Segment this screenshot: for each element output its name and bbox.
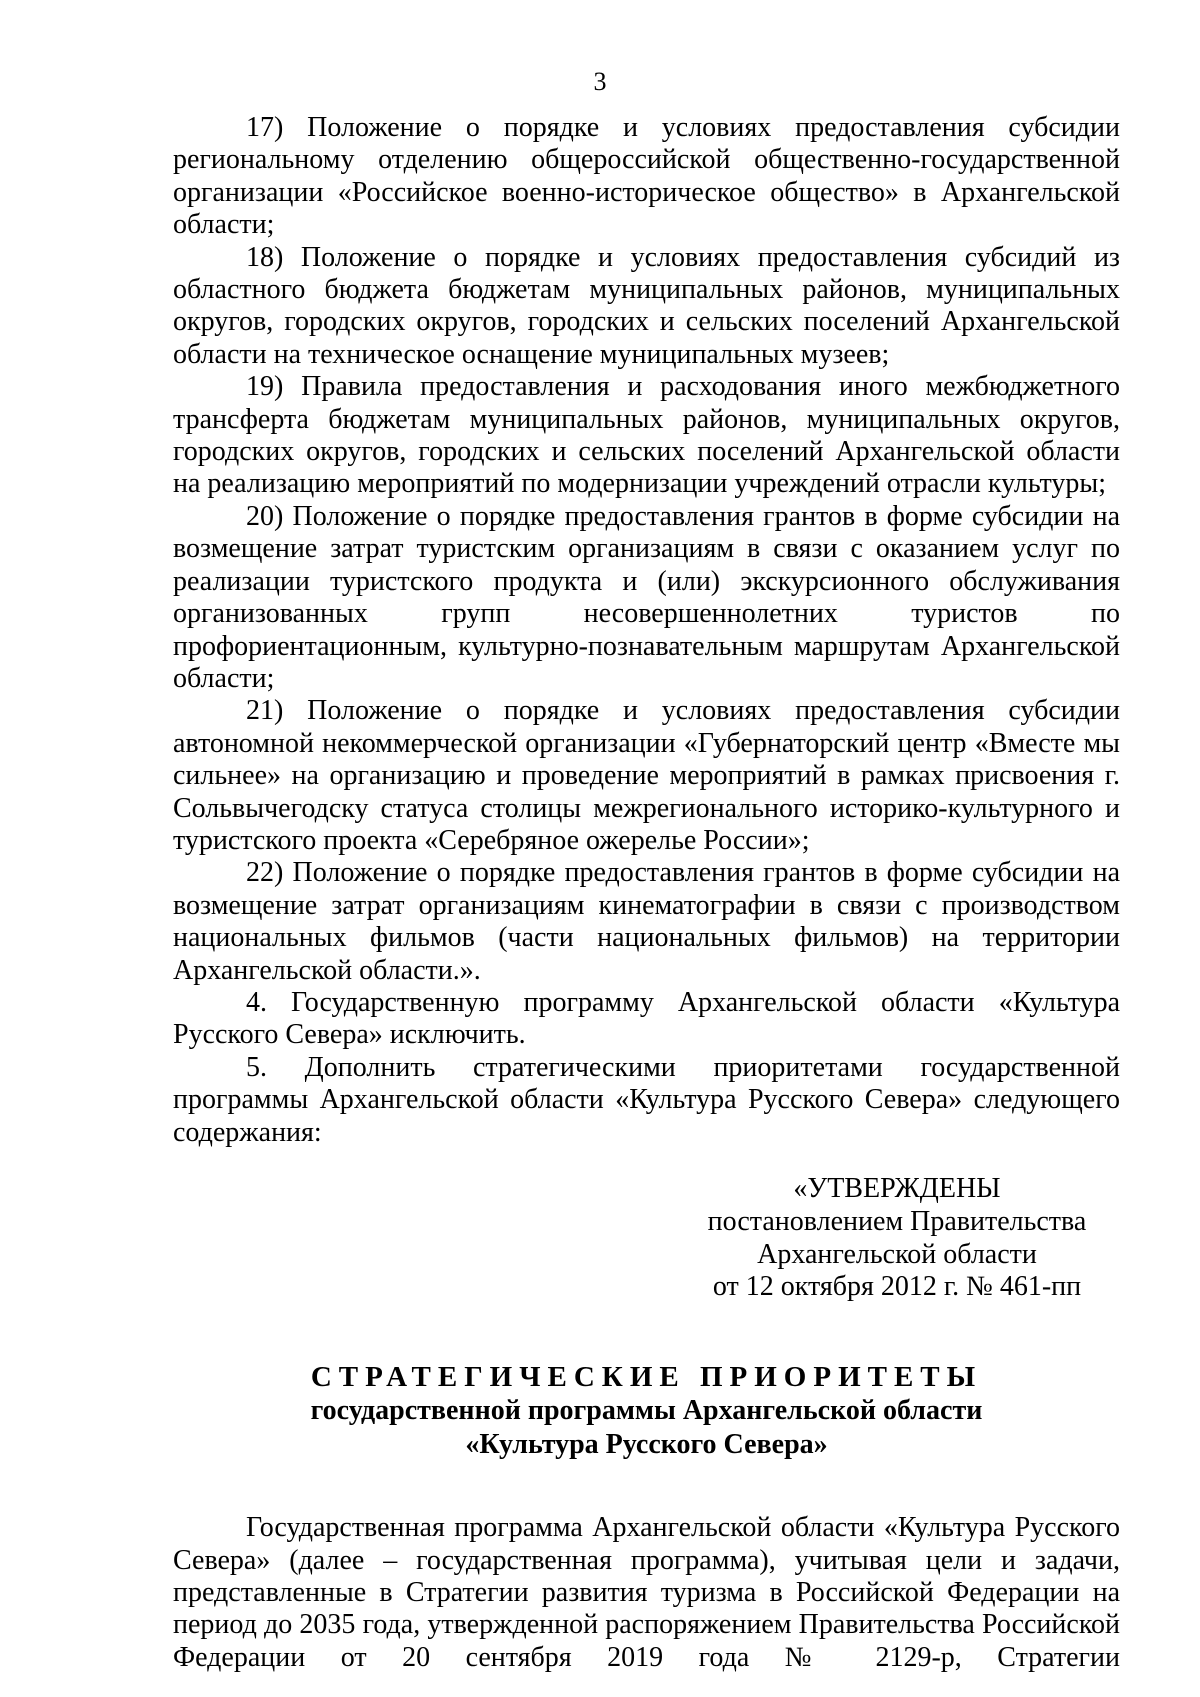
- list-item-20: 20) Положение о порядке предоставления грантов в форме субсидии на возмещение затрат туристским организациям в связи с оказанием услуг по реализации туристского продукта и (или) экскурсионного обслуживания организованных групп несовершеннолетних туристов по профориентационным, культурно-познавательным маршрутам Архангельской области;: [173, 500, 1120, 694]
- heading-subtitle-line-1: государственной программы Архангельской области: [310, 1395, 983, 1427]
- list-item-22: 22) Положение о порядке предоставления грантов в форме субсидии на возмещение затрат организациям кинематографии в связи с производством национальных фильмов (части национальных фильмов) на территории Архангельской области.».: [173, 857, 1120, 986]
- list-item-18: 18) Положение о порядке и условиях предоставления субсидий из областного бюджета бюджетам муниципальных районов, муниципальных округов, городских округов, городских и сельских поселений Архангельской области на техническое оснащение муниципальных музеев;: [173, 241, 1120, 370]
- body-paragraph: Государственная программа Архангельской области «Культура Русского Севера» (далее – государственная программа), учитывая цели и задачи, представленные в Стратегии развития туризма в Российской Федерации на период до 2035 года, утвержденной распоряжением Правительства Российской Федерации от 20 сентября 2019 года № 2129-р, Стратегии: [173, 1512, 1120, 1673]
- list-item-17: 17) Положение о порядке и условиях предоставления субсидии региональному отделению общероссийской общественно-государственной организации «Российское военно-историческое общество» в Архангельской области;: [173, 112, 1120, 241]
- clause-5: 5. Дополнить стратегическими приоритетами государственной программы Архангельской области «Культура Русского Севера» следующего содержания:: [173, 1051, 1120, 1148]
- page-number: 3: [593, 67, 607, 96]
- approval-line-approved: «УТВЕРЖДЕНЫ: [793, 1173, 1001, 1204]
- approval-line-region: Архангельской области: [757, 1238, 1037, 1270]
- list-item-21: 21) Положение о порядке и условиях предоставления субсидии автономной некоммерческой организации «Губернаторский центр «Вместе мы сильнее» на организацию и проведение мероприятий в рамках присвоения г. Сольвычегодску статуса столицы межрегионального историко-культурного и туристского проекта «Серебряное ожерелье России»;: [173, 695, 1120, 856]
- document-content: [173, 112, 1120, 1674]
- heading-subtitle-line-2: «Культура Русского Севера»: [465, 1429, 828, 1461]
- list-item-19: 19) Правила предоставления и расходования иного межбюджетного трансферта бюджетам муниципальных районов, муниципальных округов, городских округов, городских и сельских поселений Архангельской области на реализацию мероприятий по модернизации учреждений отрасли культуры;: [173, 371, 1120, 500]
- clause-4: 4. Государственную программу Архангельской области «Культура Русского Севера» исключить.: [173, 986, 1120, 1051]
- approval-line-resolution: постановлением Правительства: [707, 1205, 1087, 1237]
- heading-title: СТРАТЕГИЧЕСКИЕ ПРИОРИТЕТЫ: [310, 1361, 983, 1394]
- approval-stamp-block: [697, 1173, 1097, 1304]
- section-heading: [173, 1360, 1120, 1462]
- approval-line-date-number: от 12 октября 2012 г. № 461-пп: [712, 1271, 1082, 1303]
